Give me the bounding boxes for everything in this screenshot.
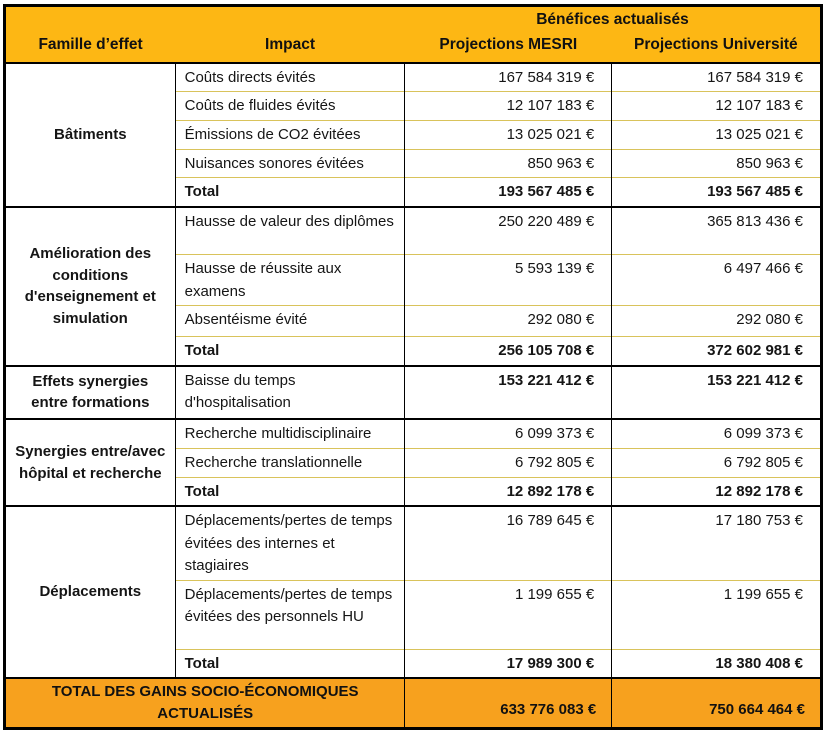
mesri-total-cell: 12 892 178 € <box>405 477 612 506</box>
table-row <box>5 63 822 92</box>
mesri-value-cell: 167 584 319 € <box>405 63 612 92</box>
universite-value-cell: 6 792 805 € <box>612 449 822 478</box>
mesri-value-cell: 1 199 655 € <box>405 580 612 649</box>
footer-total-label: TOTAL DES GAINS SOCIO-ÉCONOMIQUES ACTUALISÉS <box>5 678 405 728</box>
mesri-value-cell: 5 593 139 € <box>405 255 612 306</box>
impact-cell: Déplacements/pertes de temps évitées des internes et stagiaires <box>175 506 405 580</box>
mesri-value-cell: 250 220 489 € <box>405 207 612 255</box>
table-row <box>5 366 822 419</box>
impact-cell: Absentéisme évité <box>175 306 405 337</box>
mesri-value-cell: 13 025 021 € <box>405 120 612 149</box>
mesri-value-cell: 16 789 645 € <box>405 506 612 580</box>
grand-total-row <box>5 678 822 728</box>
impact-cell: Hausse de valeur des diplômes <box>175 207 405 255</box>
total-label-cell: Total <box>175 477 405 506</box>
impact-cell: Déplacements/pertes de temps évitées des personnels HU <box>175 580 405 649</box>
impact-cell: Émissions de CO2 évitées <box>175 120 405 149</box>
famille-cell-synergies-hopital: Synergies entre/avec hôpital et recherche <box>5 419 176 507</box>
universite-value-cell: 365 813 436 € <box>612 207 822 255</box>
mesri-total-cell: 256 105 708 € <box>405 337 612 366</box>
table-footer <box>5 678 822 728</box>
impact-cell: Baisse du temps d'hospitalisation <box>175 366 405 419</box>
universite-total-cell: 372 602 981 € <box>612 337 822 366</box>
mesri-total-cell: 17 989 300 € <box>405 649 612 678</box>
mesri-total-cell: 193 567 485 € <box>405 178 612 207</box>
total-label-cell: Total <box>175 178 405 207</box>
col-header-impact: Impact <box>175 32 405 63</box>
mesri-value-cell: 6 792 805 € <box>405 449 612 478</box>
col-header-mesri: Projections MESRI <box>405 32 612 63</box>
header-spacer <box>5 6 405 32</box>
famille-cell-batiments: Bâtiments <box>5 63 176 207</box>
header-row-columns <box>5 32 822 63</box>
total-label-cell: Total <box>175 337 405 366</box>
mesri-value-cell: 292 080 € <box>405 306 612 337</box>
famille-cell-deplacements: Déplacements <box>5 506 176 678</box>
table-body <box>5 63 822 679</box>
universite-total-cell: 18 380 408 € <box>612 649 822 678</box>
universite-value-cell: 13 025 021 € <box>612 120 822 149</box>
universite-value-cell: 17 180 753 € <box>612 506 822 580</box>
table-row <box>5 207 822 255</box>
col-header-famille: Famille d’effet <box>5 32 176 63</box>
mesri-value-cell: 12 107 183 € <box>405 92 612 121</box>
famille-cell-effets-synergies: Effets synergies entre formations <box>5 366 176 419</box>
footer-mesri-total: 633 776 083 € <box>405 678 612 728</box>
table-header <box>5 6 822 63</box>
header-benefices-label: Bénéfices actualisés <box>405 6 822 32</box>
universite-value-cell: 1 199 655 € <box>612 580 822 649</box>
mesri-value-cell: 6 099 373 € <box>405 419 612 449</box>
mesri-value-cell: 153 221 412 € <box>405 366 612 419</box>
impact-cell: Nuisances sonores évitées <box>175 149 405 178</box>
universite-total-cell: 193 567 485 € <box>612 178 822 207</box>
impact-cell: Recherche translationnelle <box>175 449 405 478</box>
universite-value-cell: 850 963 € <box>612 149 822 178</box>
col-header-universite: Projections Université <box>612 32 822 63</box>
impact-cell: Coûts de fluides évités <box>175 92 405 121</box>
universite-value-cell: 153 221 412 € <box>612 366 822 419</box>
header-row-benefices <box>5 6 822 32</box>
mesri-value-cell: 850 963 € <box>405 149 612 178</box>
universite-value-cell: 6 497 466 € <box>612 255 822 306</box>
universite-value-cell: 6 099 373 € <box>612 419 822 449</box>
impact-cell: Recherche multidisciplinaire <box>175 419 405 449</box>
universite-value-cell: 12 107 183 € <box>612 92 822 121</box>
famille-cell-amelioration: Amélioration des conditions d'enseignement et simulation <box>5 207 176 366</box>
universite-value-cell: 167 584 319 € <box>612 63 822 92</box>
universite-value-cell: 292 080 € <box>612 306 822 337</box>
universite-total-cell: 12 892 178 € <box>612 477 822 506</box>
total-label-cell: Total <box>175 649 405 678</box>
table-row <box>5 506 822 580</box>
impact-cell: Coûts directs évités <box>175 63 405 92</box>
benefits-table <box>3 4 823 730</box>
table-row <box>5 419 822 449</box>
impact-cell: Hausse de réussite aux examens <box>175 255 405 306</box>
footer-universite-total: 750 664 464 € <box>612 678 822 728</box>
